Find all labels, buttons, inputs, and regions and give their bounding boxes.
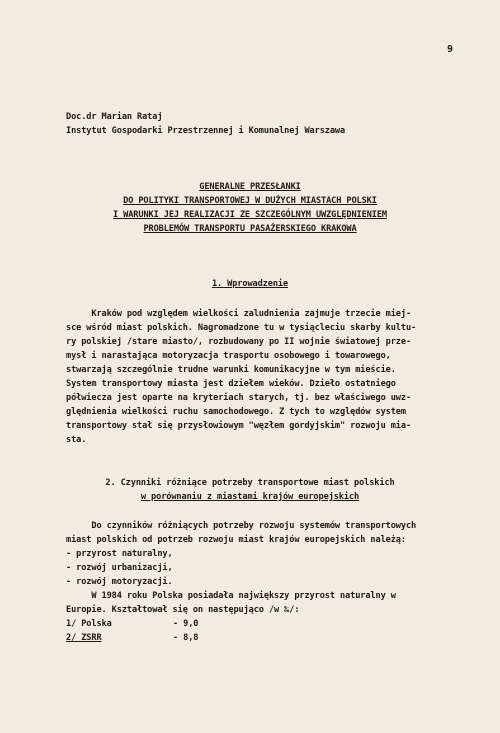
s2-line: Do czynników różniących potrzeby rozwoju systemów transportowych: [66, 521, 417, 531]
s1-line: stwarzają szczególnie trudne warunki komunikacyjne w tym mieście.: [66, 365, 396, 375]
title-line-1: GENERALNE PRZESŁANKI: [199, 182, 301, 192]
list-item: - rozwój urbanizacji,: [66, 563, 173, 573]
author-institution: Instytut Gospodarki Przestrzennej i Komunalnej Warszawa: [66, 126, 346, 136]
s1-line: sce wśród miast polskich. Nagromadzone tu w tysiącleciu skarby kultu-: [66, 323, 417, 333]
s1-line: Kraków pod względem wielkości zaludnienia zajmuje trzecie miej-: [66, 309, 412, 319]
s1-line: mysł i narastająca motoryzacja trasportu osobowego i towarowego,: [66, 351, 391, 361]
s1-line: transportowy stał się przysłowiowym "węzłem gordyjskim" rozwoju mia-: [66, 421, 412, 431]
list-item: - przyrost naturalny,: [66, 549, 173, 559]
s1-line: ględnienia wielkości ruchu samochodowego. Z tych to względów system: [66, 407, 406, 417]
stat-value: - 9,0: [173, 619, 199, 629]
s1-line: sta.: [66, 435, 87, 445]
title-line-2: DO POLITYKI TRANSPORTOWEJ W DUŻYCH MIASTACH POLSKI: [123, 196, 377, 206]
section2-heading-1: 2. Czynniki różniące potrzeby transportowe miast polskich: [105, 478, 395, 488]
s2-line: W 1984 roku Polska posiadała największy przyrost naturalny w: [66, 591, 396, 601]
s2-line: miast polskich od potrzeb rozwoju miast krajów europejskich należą:: [66, 535, 406, 545]
list-item: - rozwój motoryzacji.: [66, 577, 173, 587]
s2-line: Europie. Kształtował się on następująco /w ‰/:: [66, 605, 300, 615]
page-number: 9: [447, 44, 454, 55]
title-line-3: I WARUNKI JEJ REALIZACJI ZE SZCZEGÓLNYM UWZGLĘDNIENIEM: [113, 210, 387, 220]
stat-value: - 8,8: [173, 633, 199, 643]
title-line-4: PROBLEMÓW TRANSPORTU PASAŻERSKIEGO KRAKOWA: [143, 224, 357, 234]
stat-label: 2/ ZSRR: [66, 633, 102, 643]
s1-line: System transportowy miasta jest dziełem wieków. Dzieło ostatniego: [66, 379, 396, 389]
s1-line: półwiecza jest oparte na kryteriach starych, tj. bez właściwego uwz-: [66, 393, 412, 403]
author-name: Doc.dr Marian Rataj: [66, 112, 163, 122]
stat-label: 1/ Polska: [66, 619, 112, 629]
section2-heading-2: w porównaniu z miastami krajów europejskich: [140, 492, 360, 502]
section1-heading: 1. Wprowadzenie: [211, 279, 289, 289]
s1-line: ry polskiej /stare miasto/, rozbudowany po II wojnie światowej prze-: [66, 337, 412, 347]
